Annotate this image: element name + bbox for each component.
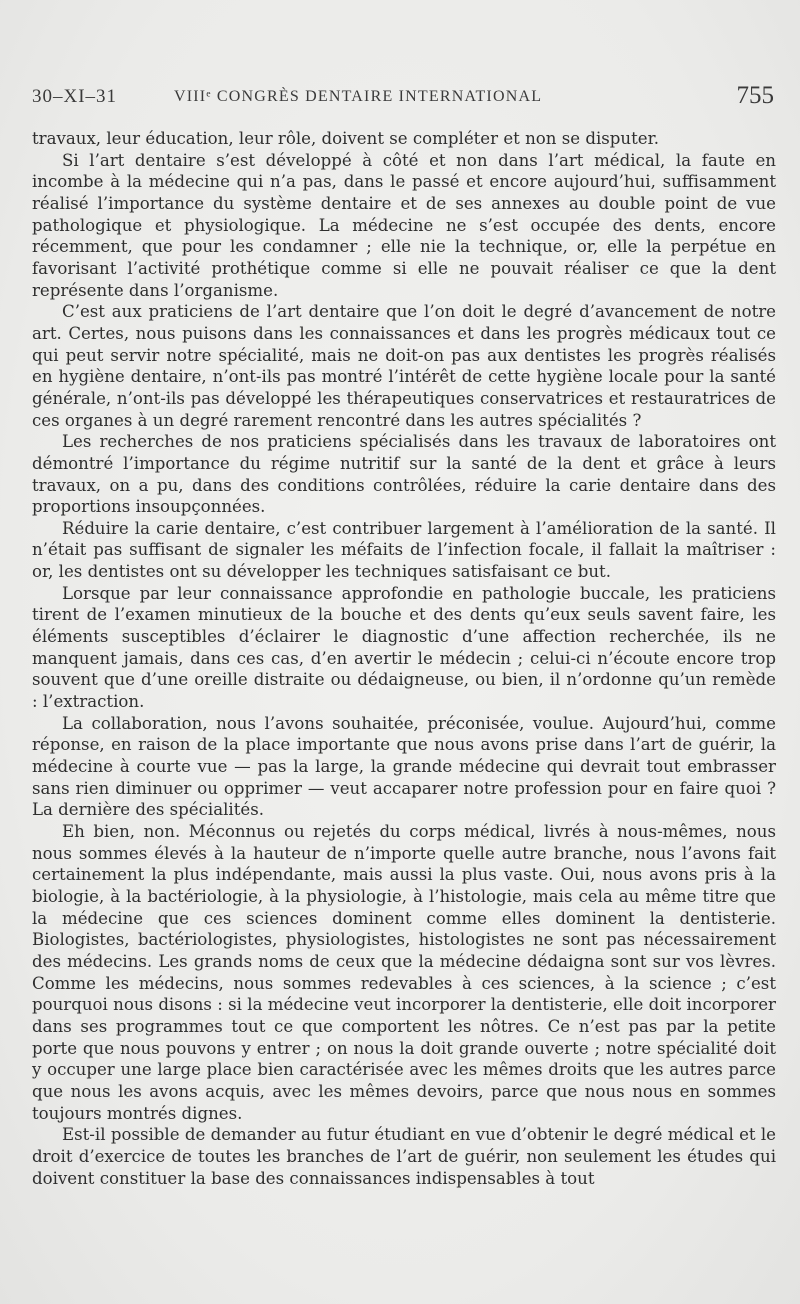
paragraph-continued: travaux, leur éducation, leur rôle, doivent se compléter et non se disputer. xyxy=(32,129,659,148)
paragraph: Réduire la carie dentaire, c’est contribuer largement à l’amélioration de la santé. Il n’était pas suffisant de signaler les méfaits de l’infection focale, il fallait la maîtriser : or, les dentistes ont su développer les techniques satisfaisant ce but. xyxy=(32,518,776,582)
paragraph: Si l’art dentaire s’est développé à côté et non dans l’art médical, la faute en incombe à la médecine qui n’a pas, dans le passé et encore aujourd’hui, suffisamment réalisé l’importance du système dentaire et de ses annexes au double point de vue pathologique et physiologique. La médecine ne s’est occupée des dents, encore récemment, que pour les condamner ; elle nie la technique, or, elle la perpétue en favorisant l’activité prothétique comme si elle ne pouvait réaliser ce que la dent représente dans l’organisme. xyxy=(32,150,776,300)
header-title: VIIIᵉ CONGRÈS DENTAIRE INTERNATIONAL xyxy=(174,88,543,105)
paragraph: La collaboration, nous l’avons souhaitée, préconisée, voulue. Aujourd’hui, comme réponse, en raison de la place importante que nous avons prise dans l’art de guérir, la médecine à courte vue — pas la large, la grande médecine qui devrait tout embrasser sans rien diminuer ou opprimer — veut accaparer notre profession pour en faire quoi ? La dernière des spécialités. xyxy=(32,713,776,820)
paragraph: Lorsque par leur connaissance approfondie en pathologie buccale, les praticiens tirent de l’examen minutieux de la bouche et des dents qu’eux seuls savent faire, les éléments susceptibles d’éclairer le diagnostic d’une affection recherchée, ils ne manquent jamais, dans ces cas, d’en avertir le médecin ; celui-ci n’écoute encore trop souvent que d’une oreille distraite ou dédaigneuse, ou bien, il n’ordonne qu’un remède : l’extraction. xyxy=(32,583,776,712)
paragraph: C’est aux praticiens de l’art dentaire que l’on doit le degré d’avancement de notre art. Certes, nous puisons dans les connaissances et dans les progrès médicaux tout ce qui peut servir notre spécialité, mais ne doit-on pas aux dentistes les progrès réalisés en hygiène dentaire, n’ont-ils pas montré l’intérêt de cette hygiène locale pour la santé générale, n’ont-ils pas développé les thérapeutiques conservatrices et restauratrices de ces organes à un degré rarement rencontré dans les autres spécialités ? xyxy=(32,302,776,430)
paragraph: Les recherches de nos praticiens spécialisés dans les travaux de laboratoires ont démontré l’importance du régime nutritif sur la santé de la dent et grâce à leurs travaux, on a pu, dans des conditions contrôlées, réduire la carie dentaire dans des proportions insoupçonnées. xyxy=(32,432,776,517)
paragraph: Est-il possible de demander au futur étudiant en vue d’obtenir le degré médical et le droit d’exercice de toutes les branches de l’art de guérir, non seulement les études qui doivent constituer la base des connaissances indispensables à tout xyxy=(32,1125,776,1188)
body-text xyxy=(32,128,776,1189)
paragraph: Eh bien, non. Méconnus ou rejetés du corps médical, livrés à nous-mêmes, nous nous sommes élevés à la hauteur de n’importe quelle autre branche, nous l’avons fait certainement la plus indépendante, mais aussi la plus vaste. Oui, nous avons pris à la biologie, à la bactériologie, à la physiologie, à l’histologie, mais cela au même titre que la médecine que ces sciences dominent comme elles dominent la dentisterie. Biologistes, bactériologistes, physiologistes, histologistes ne sont pas nécessairement des médecins. Les grands noms de ceux que la médecine dédaigna sont sur vos lèvres. Comme les médecins, nous sommes redevables à ces sciences, à la science ; c’est pourquoi nous disons : si la médecine veut incorporer la dentisterie, elle doit incorporer dans ses programmes tout ce que comportent les nôtres. Ce n’est pas par la petite porte que nous pouvons y entrer ; on nous la doit grande ouverte ; notre spécialité doit y occuper une large place bien caractérisée avec les mêmes droits que les autres parce que nous les avons acquis, avec les mêmes devoirs, parce que nous nous en sommes toujours montrés dignes. xyxy=(32,822,776,1123)
page-number: 755 xyxy=(736,82,774,109)
running-header xyxy=(32,80,774,110)
header-date: 30–XI–31 xyxy=(32,86,118,107)
